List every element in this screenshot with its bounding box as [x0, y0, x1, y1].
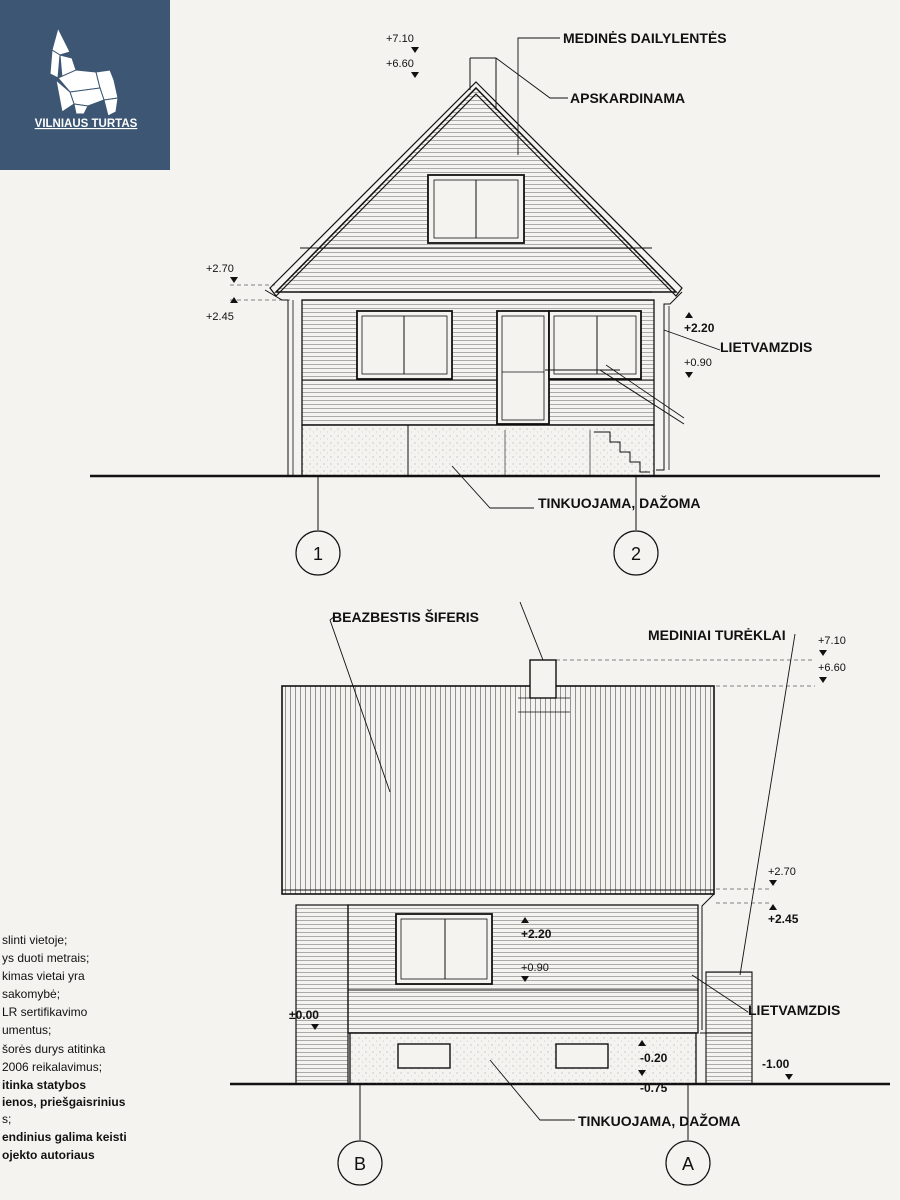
- level-front-window-top: +2.20: [684, 321, 715, 335]
- note-line: sakomybė;: [2, 987, 61, 1001]
- side-chimney: [530, 660, 556, 698]
- level-side-minus100: -1.00: [762, 1057, 790, 1071]
- svg-text:A: A: [681, 1154, 695, 1174]
- label-flashing: APSKARDINAMA: [570, 90, 686, 106]
- svg-text:1: 1: [312, 544, 324, 564]
- front-right-window: [549, 311, 641, 379]
- level-side-eave-top: +2.70: [768, 866, 796, 878]
- label-front-downpipe: LIETVAMZDIS: [720, 339, 813, 355]
- axis-marker-1: [296, 531, 340, 575]
- side-roof: [282, 686, 714, 894]
- vilniaus-turtas-logo: [0, 0, 170, 170]
- svg-text:B: B: [353, 1154, 367, 1174]
- level-side-minus020: -0.20: [640, 1051, 668, 1065]
- note-line: s;: [2, 1112, 12, 1126]
- axis-marker-2: [614, 531, 658, 575]
- level-side-minus075: -0.75: [640, 1081, 668, 1095]
- note-line: slinti vietoje;: [2, 933, 68, 947]
- note-line: LR sertifikavimo: [2, 1005, 88, 1019]
- level-side-window-sill: +0.90: [521, 962, 549, 974]
- label-front-plaster: TINKUOJAMA, DAŽOMA: [538, 495, 701, 511]
- label-side-downpipe: LIETVAMZDIS: [748, 1002, 841, 1018]
- level-side-top: +7.10: [818, 635, 846, 647]
- level-front-window-sill: +0.90: [684, 357, 712, 369]
- general-notes: [2, 933, 127, 1162]
- level-side-eave-bottom: +2.45: [768, 912, 799, 926]
- level-side-window-top: +2.20: [521, 927, 552, 941]
- side-porch-wall: [296, 905, 348, 1084]
- note-line: itinka statybos: [2, 1078, 87, 1092]
- label-roof-slate: BEAZBESTIS ŠIFERIS: [332, 609, 480, 625]
- level-front-ridge: +6.60: [386, 58, 414, 70]
- note-line: kimas vietai yra: [2, 969, 85, 983]
- axis-marker-b: [338, 1141, 382, 1185]
- level-side-zero: ±0.00: [289, 1008, 319, 1022]
- side-basement-window-right: [556, 1044, 608, 1068]
- note-line: umentus;: [2, 1023, 52, 1037]
- note-line: ys duoti metrais;: [2, 951, 90, 965]
- label-wooden-boards: MEDINĖS DAILYLENTĖS: [563, 30, 727, 46]
- side-window: [396, 914, 492, 984]
- front-door: [497, 311, 549, 424]
- side-basement-window-left: [398, 1044, 450, 1068]
- label-wooden-railings: MEDINIAI TURĖKLAI: [648, 627, 786, 643]
- front-elevation: [90, 38, 880, 530]
- note-line: ojekto autoriaus: [2, 1148, 95, 1162]
- front-foundation: [302, 425, 654, 476]
- level-front-eave-top: +2.70: [206, 263, 234, 275]
- label-side-plaster: TINKUOJAMA, DAŽOMA: [578, 1113, 741, 1129]
- axis-marker-a: [666, 1141, 710, 1185]
- logo-text: VILNIAUS TURTAS: [34, 118, 138, 130]
- front-left-downpipe: [265, 290, 288, 476]
- note-line: endinius galima keisti: [2, 1130, 127, 1144]
- level-side-ridge: +6.60: [818, 662, 846, 674]
- note-line: šorės durys atitinka: [2, 1042, 106, 1056]
- level-front-top: +7.10: [386, 33, 414, 45]
- note-line: 2006 reikalavimus;: [2, 1060, 103, 1074]
- svg-text:2: 2: [630, 544, 642, 564]
- note-line: ienos, priešgaisrinius: [2, 1095, 126, 1109]
- level-front-eave-bottom: +2.45: [206, 311, 234, 323]
